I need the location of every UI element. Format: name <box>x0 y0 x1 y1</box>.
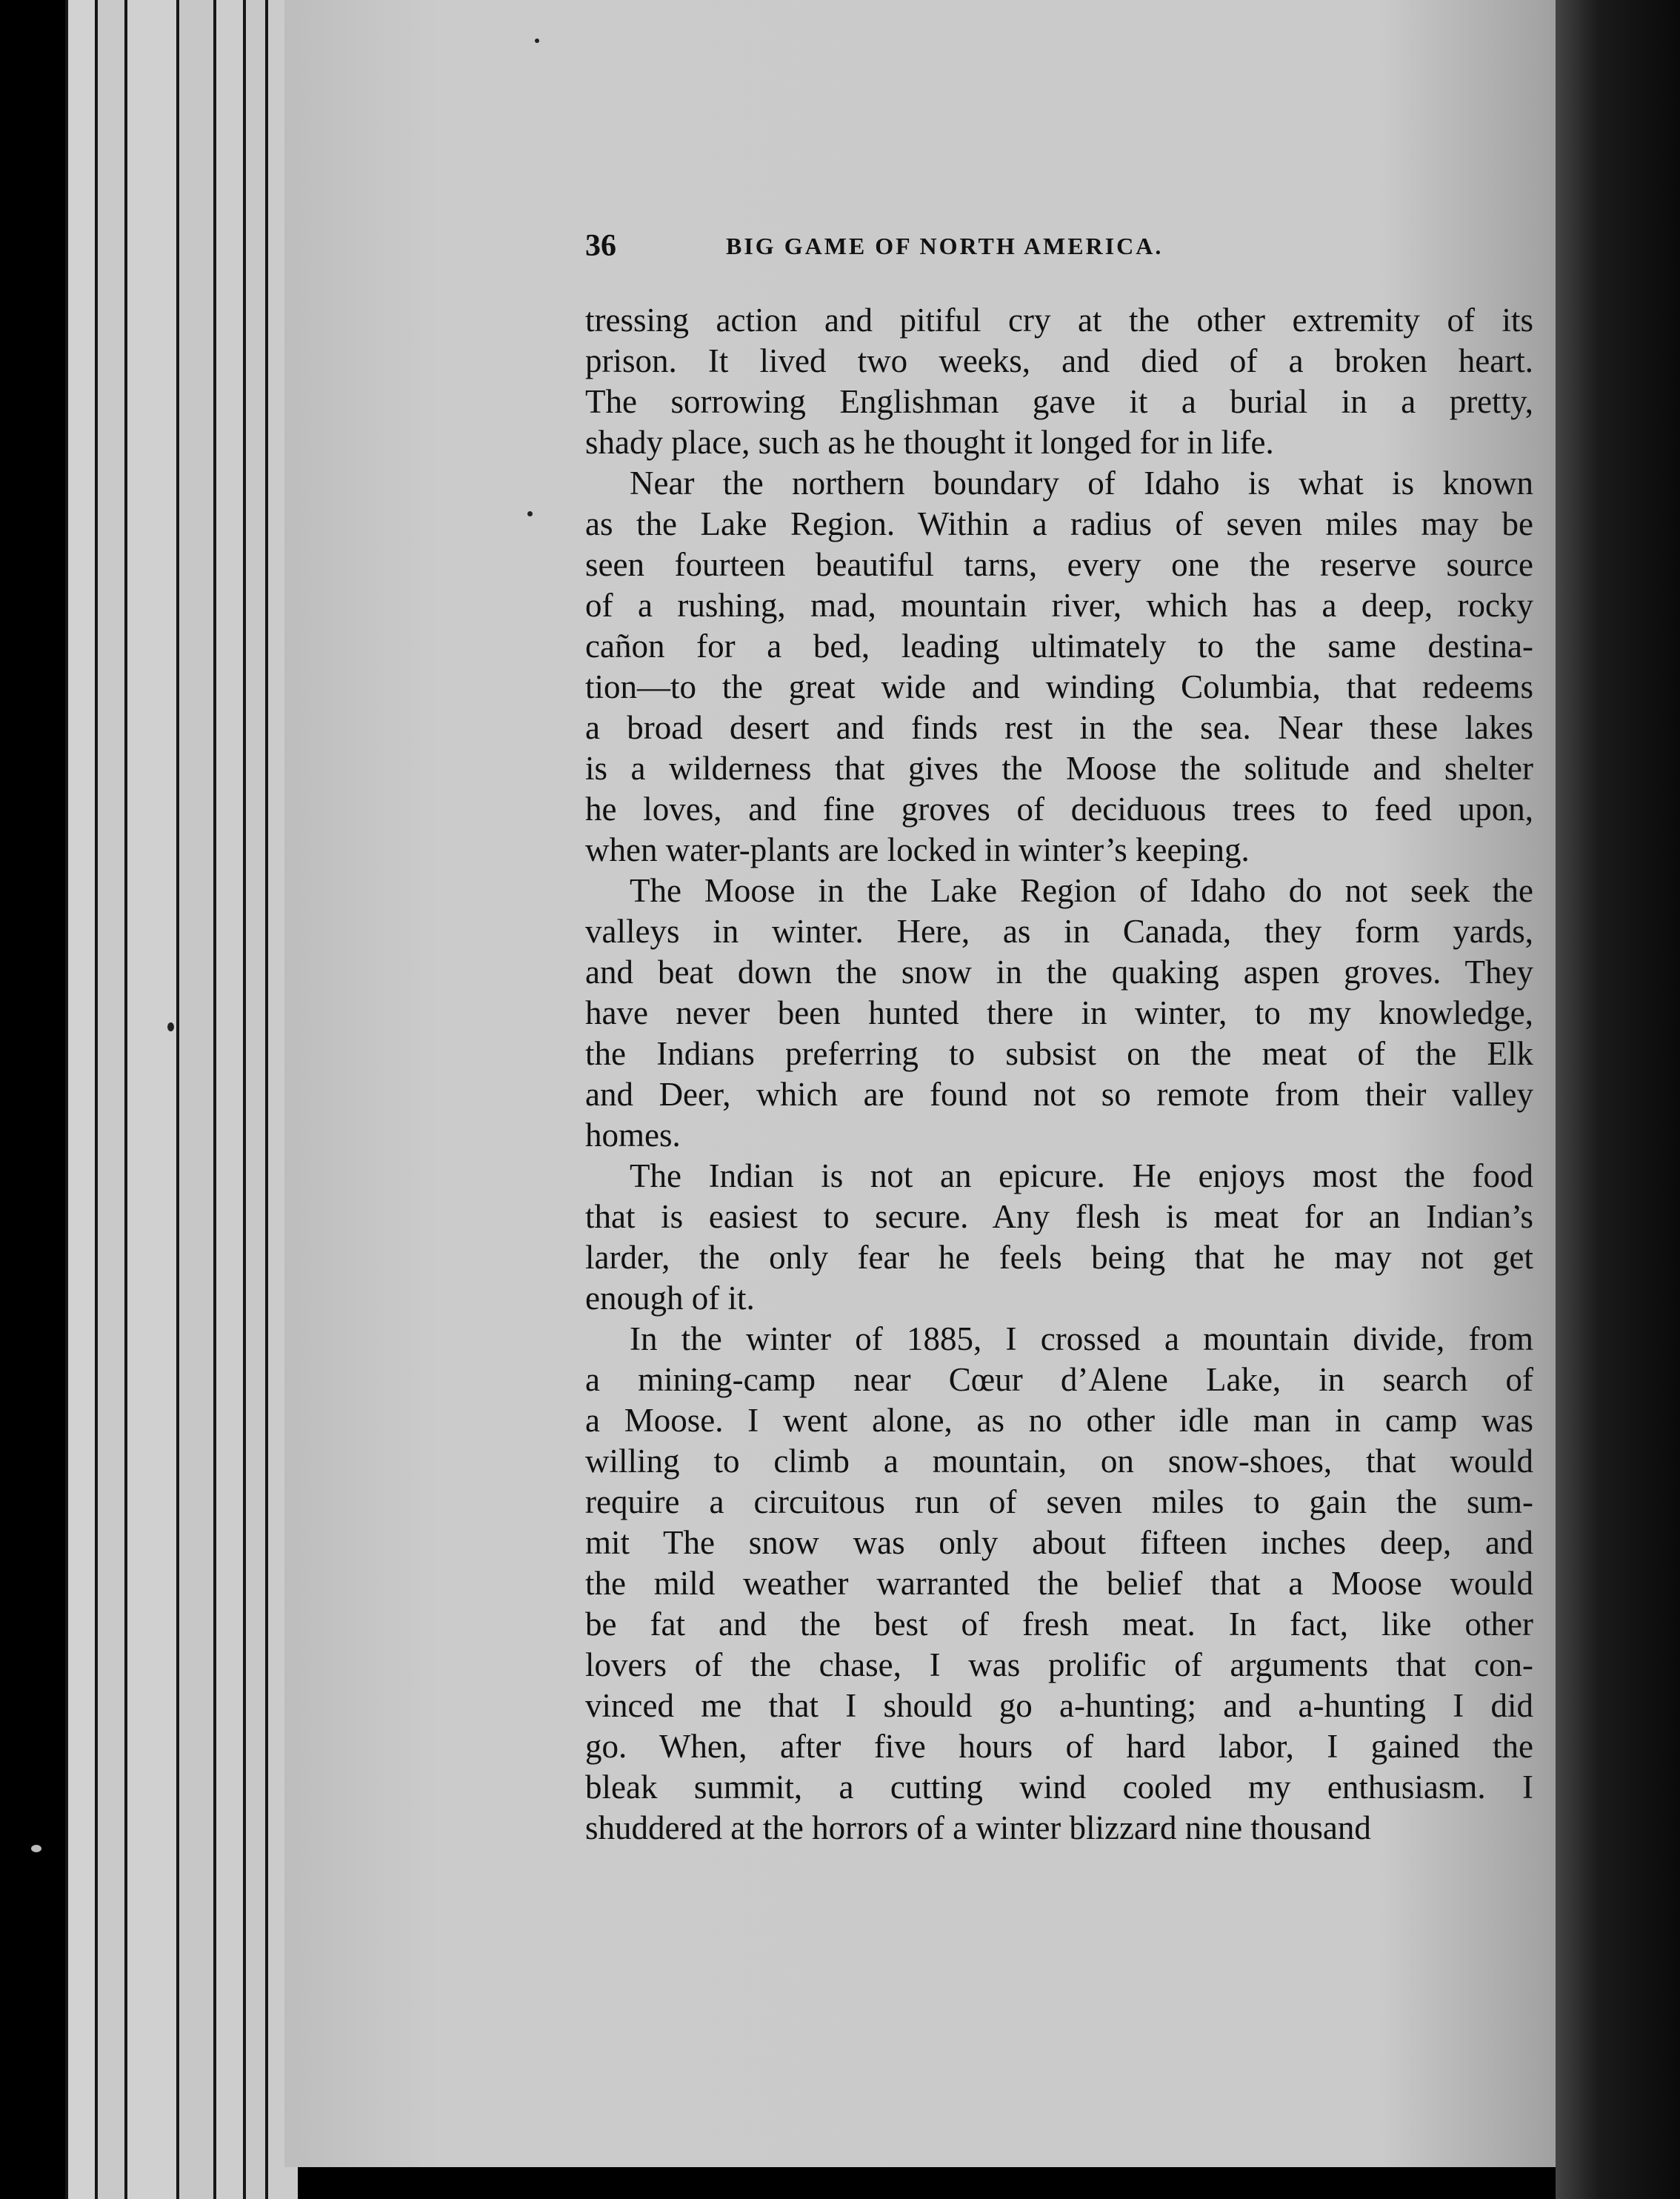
text-line: valleys in winter. Here, as in Canada, they form yards, <box>585 913 1533 950</box>
paragraph <box>585 300 1533 463</box>
body-text <box>585 300 1533 1849</box>
text-line: In the winter of 1885, I crossed a mountain divide, from <box>630 1320 1533 1357</box>
text-line: a mining-camp near Cœur d’Alene Lake, in search of <box>585 1361 1533 1398</box>
text-line: The sorrowing Englishman gave it a burial in a pretty, <box>585 383 1533 420</box>
text-line: of a rushing, mad, mountain river, which has a deep, rocky <box>585 587 1533 624</box>
text-line: tion—to the great wide and winding Columbia, that redeems <box>585 668 1533 705</box>
binding-gutter <box>1556 0 1680 2199</box>
paragraph <box>585 1319 1533 1849</box>
scan-speck <box>527 511 533 516</box>
text-line: shuddered at the horrors of a winter blizzard nine thousand <box>585 1809 1371 1846</box>
scan-speck <box>31 1845 41 1852</box>
text-line: and beat down the snow in the quaking aspen groves. They <box>585 954 1533 991</box>
text-line: shady place, such as he thought it longed for in life. <box>585 424 1274 461</box>
paragraph <box>585 463 1533 871</box>
text-line: bleak summit, a cutting wind cooled my enthusiasm. I <box>585 1769 1533 1806</box>
running-head <box>585 228 1311 273</box>
text-line: a Moose. I went alone, as no other idle man in camp was <box>585 1402 1533 1439</box>
text-line: the Indians preferring to subsist on the meat of the Elk <box>585 1035 1533 1072</box>
scan-speck <box>167 1022 174 1031</box>
text-line: require a circuitous run of seven miles to gain the sum- <box>585 1483 1533 1520</box>
text-line: the mild weather warranted the belief that a Moose would <box>585 1565 1533 1602</box>
text-line: seen fourteen beautiful tarns, every one the reserve source <box>585 546 1533 583</box>
paragraph <box>585 871 1533 1156</box>
text-line: willing to climb a mountain, on snow-shoes, that would <box>585 1443 1533 1480</box>
text-line: prison. It lived two weeks, and died of a broken heart. <box>585 342 1533 379</box>
text-line: vinced me that I should go a-hunting; and a-hunting I did <box>585 1687 1533 1724</box>
running-head-title: BIG GAME OF NORTH AMERICA. <box>726 233 1164 259</box>
text-line: as the Lake Region. Within a radius of seven miles may be <box>585 505 1533 542</box>
text-line: he loves, and fine groves of deciduous trees to feed upon, <box>585 791 1533 828</box>
paragraph <box>585 1156 1533 1319</box>
text-line: be fat and the best of fresh meat. In fact, like other <box>585 1606 1533 1643</box>
text-line: enough of it. <box>585 1280 755 1317</box>
text-line: that is easiest to secure. Any flesh is meat for an Indian’s <box>585 1198 1533 1235</box>
text-line: go. When, after five hours of hard labor, I gained the <box>585 1728 1533 1765</box>
text-line: The Indian is not an epicure. He enjoys most the food <box>630 1157 1533 1194</box>
text-line: mit The snow was only about fifteen inches deep, and <box>585 1524 1533 1561</box>
text-line: is a wilderness that gives the Moose the solitude and shelter <box>585 750 1533 787</box>
text-line: The Moose in the Lake Region of Idaho do not seek the <box>630 872 1533 909</box>
text-line: a broad desert and finds rest in the sea. Near these lakes <box>585 709 1533 746</box>
text-line: have never been hunted there in winter, to my knowledge, <box>585 994 1533 1031</box>
text-line: when water-plants are locked in winter’s keeping. <box>585 831 1250 868</box>
text-line: and Deer, which are found not so remote from their valley <box>585 1076 1533 1113</box>
stacked-page-edges <box>65 0 302 2199</box>
page-number: 36 <box>585 229 616 263</box>
text-line: homes. <box>585 1117 681 1154</box>
text-line: tressing action and pitiful cry at the other extremity of its <box>585 302 1533 339</box>
scan-speck <box>535 39 539 43</box>
text-line: Near the northern boundary of Idaho is what is known <box>630 465 1533 502</box>
text-line: cañon for a bed, leading ultimately to the same destina- <box>585 628 1533 665</box>
text-line: larder, the only fear he feels being that he may not get <box>585 1239 1533 1276</box>
text-line: lovers of the chase, I was prolific of arguments that con- <box>585 1646 1533 1683</box>
